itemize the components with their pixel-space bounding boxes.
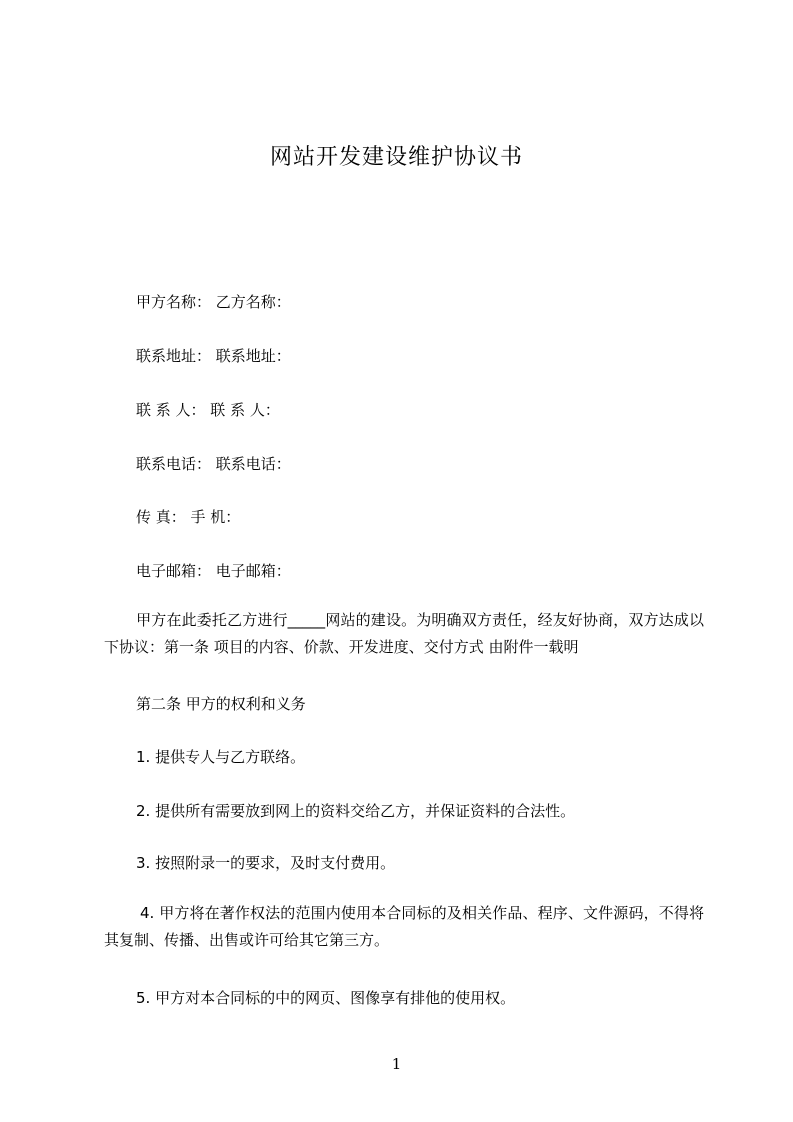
party-fax-line: 传 真： 手 机： bbox=[136, 508, 241, 526]
party-address-line: 联系地址： 联系地址： bbox=[136, 347, 291, 365]
document-title: 网站开发建设维护协议书 bbox=[269, 145, 523, 170]
party-phone-line: 联系电话： 联系电话： bbox=[136, 455, 291, 473]
article-2-heading: 第二条 甲方的权利和义务 bbox=[136, 695, 306, 713]
article-2-item-1: 1. 提供专人与乙方联络。 bbox=[136, 748, 306, 766]
article-2-item-2: 2. 提供所有需要放到网上的资料交给乙方，并保证资料的合法性。 bbox=[136, 802, 576, 820]
party-name-line: 甲方名称： 乙方名称： bbox=[136, 293, 291, 311]
page-number: 1 bbox=[391, 1055, 402, 1073]
intro-text: 甲方在此委托乙方进行_____网站的建设。为明确双方责任，经友好协商，双方达成以下协议：第一条 项目的内容、价款、开发进度、交付方式 由附件一载明 bbox=[104, 611, 704, 656]
party-email-line: 电子邮箱： 电子邮箱： bbox=[136, 562, 291, 580]
article-2-item-4-text: 4. 甲方将在著作权法的范围内使用本合同标的及相关作品、程序、文件源码，不得将其复制、传播、出售或许可给其它第三方。 bbox=[104, 904, 704, 949]
article-2-item-4 bbox=[104, 900, 704, 954]
intro-paragraph bbox=[104, 607, 704, 661]
party-contact-line: 联 系 人： 联 系 人： bbox=[136, 401, 280, 419]
article-2-item-5: 5. 甲方对本合同标的中的网页、图像享有排他的使用权。 bbox=[136, 989, 516, 1007]
article-2-item-3: 3. 按照附录一的要求，及时支付费用。 bbox=[136, 854, 396, 872]
